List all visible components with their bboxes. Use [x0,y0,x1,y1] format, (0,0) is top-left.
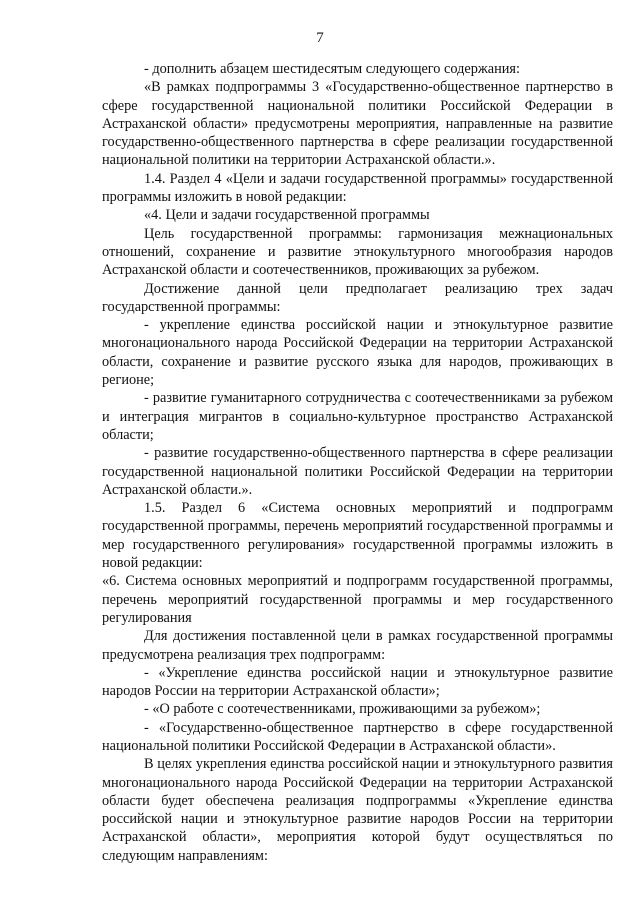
section-6-heading: «6. Система основных мероприятий и подпрограмм государственной программы, перечень мероприятий государственной программы и мер государственного регулирования [102,573,613,626]
subprogram-item-3: - «Государственно-общественное партнерство в сфере государственной национальной политики Российской Федерации в Астраханской области». [102,719,613,754]
subprogram-item-2: - «О работе с соотечественниками, проживающими за рубежом»; [144,701,541,718]
subprogram-item-1: - «Укрепление единства российской нации и этнокультурное развитие народов России на территории Астраханской области»; [102,664,613,700]
section-6-instruction: 1.5. Раздел 6 «Система основных мероприятий и подпрограмм государственной программы, перечень мероприятий государственной программы и мер государственного регулирования» государственной программы изложить в новой редакции: [102,500,613,572]
task-item-3: - развитие государственно-общественного партнерства в сфере реализации государственной национальной политики Российской Федерации на территории Астраханской области.». [102,445,613,498]
tasks-intro: Достижение данной цели предполагает реализацию трех задач государственной программы: [102,280,613,315]
task-item-1: - укрепление единства российской нации и этнокультурное развитие многонационального народа Российской Федерации на территории Астраханской области, сохранение и развитие русского языка для народов, проживающих в регионе; [102,317,613,389]
amendment-instruction: - дополнить абзацем шестидесятым следующего содержания: [144,61,520,77]
document-body [102,60,613,865]
section-4-heading: «4. Цели и задачи государственной программы [144,207,430,224]
subprogram-1-directions-intro: В целях укрепления единства российской нации и этнокультурного развития многонационального народа Российской Федерации на территории Астраханской области будет обеспечена реализация подпрограммы «Укрепление единства российской нации и этнокультурное развитие народов России на территории Астраханской области», мероприятия которой будут осуществляться по следующим направлениям: [102,756,613,864]
program-goal: Цель государственной программы: гармонизация межнациональных отношений, сохранение и развитие этнокультурного многообразия народов Астраханской области и соотечественников, проживающих за рубежом. [102,225,613,279]
subprograms-intro: Для достижения поставленной цели в рамках государственной программы предусмотрена реализация трех подпрограмм: [102,628,613,663]
page-number: 7 [316,30,324,46]
section-4-instruction: 1.4. Раздел 4 «Цели и задачи государственной программы» государственной программы изложить в новой редакции: [102,170,613,206]
amendment-quote-subprogram-3: «В рамках подпрограммы 3 «Государственно-общественное партнерство в сфере государственной национальной политики Российской Федерации в Астраханской области» предусмотрены мероприятия, направленные на развитие государственно-общественного партнерства в сфере реализации государственной национальной политики на территории Астраханской области.». [102,79,613,169]
task-item-2: - развитие гуманитарного сотрудничества с соотечественниками за рубежом и интеграция мигрантов в социально-культурное пространство Астраханской области; [102,390,613,443]
